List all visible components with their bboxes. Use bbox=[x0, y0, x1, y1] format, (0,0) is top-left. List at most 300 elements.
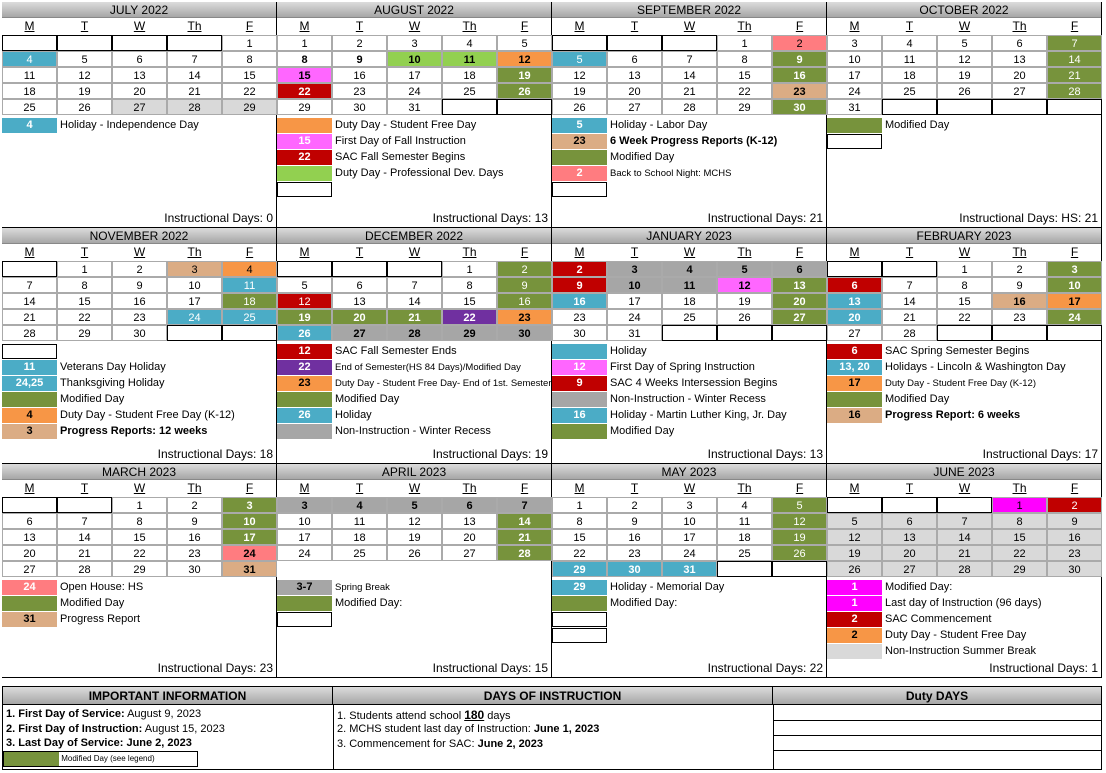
day-cell: 21 bbox=[937, 545, 992, 561]
day-cell: 22 bbox=[552, 545, 607, 561]
day-cell: 22 bbox=[112, 545, 167, 561]
legend-text: Progress Report: 6 weeks bbox=[885, 409, 1021, 421]
day-cell bbox=[112, 35, 167, 51]
day-header: W bbox=[683, 245, 696, 259]
day-cell bbox=[607, 35, 662, 51]
day-cell: 12 bbox=[827, 529, 882, 545]
legend-text: Non-Instruction - Winter Recess bbox=[335, 425, 491, 437]
day-cell: 22 bbox=[442, 309, 497, 325]
day-cell: 25 bbox=[717, 545, 772, 561]
day-cell: 31 bbox=[607, 325, 662, 341]
day-cell: 5 bbox=[387, 497, 442, 513]
legend-swatch bbox=[552, 612, 607, 627]
day-cell: 11 bbox=[222, 277, 277, 293]
day-cell: 24 bbox=[662, 545, 717, 561]
legend-text: Modified Day bbox=[60, 597, 125, 609]
day-cell: 8 bbox=[552, 513, 607, 529]
month-title: JULY 2022 bbox=[2, 2, 276, 18]
day-cell: 5 bbox=[827, 513, 882, 529]
day-cell: 19 bbox=[717, 293, 772, 309]
day-cell: 26 bbox=[772, 545, 827, 561]
day-cell: 13 bbox=[827, 293, 882, 309]
day-cell: 13 bbox=[882, 529, 937, 545]
day-cell: 22 bbox=[937, 309, 992, 325]
day-cell: 21 bbox=[497, 529, 552, 545]
day-cell bbox=[662, 325, 717, 341]
day-cell: 19 bbox=[387, 529, 442, 545]
day-cell: 13 bbox=[332, 293, 387, 309]
legend-swatch: 2 bbox=[827, 628, 882, 643]
day-cell: 26 bbox=[497, 83, 552, 99]
day-cell: 2 bbox=[992, 261, 1047, 277]
day-cell: 15 bbox=[552, 529, 607, 545]
day-cell: 29 bbox=[277, 99, 332, 115]
day-cell: 23 bbox=[112, 309, 167, 325]
day-cell: 28 bbox=[497, 545, 552, 561]
day-cell: 31 bbox=[387, 99, 442, 115]
day-cell: 29 bbox=[992, 561, 1047, 577]
day-cell: 4 bbox=[332, 497, 387, 513]
day-cell: 2 bbox=[607, 497, 662, 513]
day-cell: 25 bbox=[2, 99, 57, 115]
month-october-2022 bbox=[827, 2, 1102, 228]
day-cell bbox=[222, 325, 277, 341]
day-cell: 28 bbox=[937, 561, 992, 577]
day-header: F bbox=[245, 19, 254, 33]
day-header: F bbox=[795, 19, 804, 33]
day-cell: 3 bbox=[387, 35, 442, 51]
legend-swatch: 16 bbox=[552, 408, 607, 423]
day-cell: 2 bbox=[332, 35, 387, 51]
legend-swatch: 4 bbox=[2, 118, 57, 133]
day-cell: 2 bbox=[552, 261, 607, 277]
legend-text: Duty Day - Student Free Day- End of 1st. Semester bbox=[335, 378, 552, 389]
day-cell: 24 bbox=[277, 545, 332, 561]
day-header: F bbox=[245, 481, 254, 495]
legend-text: Non-Instruction - Winter Recess bbox=[610, 393, 766, 405]
day-cell: 17 bbox=[387, 67, 442, 83]
day-cell: 6 bbox=[882, 513, 937, 529]
day-cell bbox=[387, 261, 442, 277]
day-cell: 1 bbox=[717, 35, 772, 51]
day-cell: 23 bbox=[992, 309, 1047, 325]
day-cell: 16 bbox=[167, 529, 222, 545]
day-cell: 17 bbox=[827, 67, 882, 83]
legend-swatch: 24,25 bbox=[2, 376, 57, 391]
day-cell bbox=[2, 261, 57, 277]
day-cell: 18 bbox=[222, 293, 277, 309]
day-cell: 19 bbox=[772, 529, 827, 545]
day-header: M bbox=[24, 19, 35, 33]
day-cell: 1 bbox=[442, 261, 497, 277]
legend-swatch: 6 bbox=[827, 344, 882, 359]
day-header: M bbox=[574, 481, 585, 495]
day-cell: 16 bbox=[552, 293, 607, 309]
day-header: M bbox=[849, 481, 860, 495]
day-cell: 17 bbox=[662, 529, 717, 545]
day-cell bbox=[992, 325, 1047, 341]
day-cell: 20 bbox=[2, 545, 57, 561]
legend-text: Holiday - Martin Luther King, Jr. Day bbox=[610, 409, 787, 421]
day-cell: 26 bbox=[827, 561, 882, 577]
day-cell: 27 bbox=[772, 309, 827, 325]
legend-swatch: 23 bbox=[277, 376, 332, 391]
day-cell: 1 bbox=[552, 497, 607, 513]
day-cell: 14 bbox=[167, 67, 222, 83]
day-header: M bbox=[849, 245, 860, 259]
legend-swatch bbox=[552, 392, 607, 407]
day-cell bbox=[57, 497, 112, 513]
day-cell: 20 bbox=[332, 309, 387, 325]
day-header: T bbox=[905, 245, 914, 259]
month-april-2023 bbox=[277, 464, 552, 678]
legend-text: Holiday bbox=[610, 345, 647, 357]
legend-text: SAC Commencement bbox=[885, 613, 992, 625]
legend-text: Duty Day - Student Free Day bbox=[335, 119, 477, 131]
month-december-2022 bbox=[277, 228, 552, 464]
instructional-days: Instructional Days: 21 bbox=[707, 211, 823, 225]
legend-swatch bbox=[827, 134, 882, 149]
month-title: NOVEMBER 2022 bbox=[2, 228, 276, 244]
day-cell: 2 bbox=[497, 261, 552, 277]
day-cell: 9 bbox=[607, 513, 662, 529]
instructional-days: Instructional Days: HS: 21 bbox=[959, 211, 1098, 225]
legend-swatch bbox=[2, 344, 57, 359]
day-cell: 28 bbox=[882, 325, 937, 341]
day-cell bbox=[167, 35, 222, 51]
day-header: Th bbox=[1012, 481, 1027, 495]
day-cell bbox=[717, 325, 772, 341]
day-cell: 10 bbox=[277, 513, 332, 529]
day-cell: 15 bbox=[992, 529, 1047, 545]
legend-swatch: 17 bbox=[827, 376, 882, 391]
legend-swatch: 4 bbox=[2, 408, 57, 423]
day-header: Th bbox=[187, 19, 202, 33]
legend-swatch: 15 bbox=[277, 134, 332, 149]
legend-swatch bbox=[277, 182, 332, 197]
day-header: F bbox=[520, 245, 529, 259]
legend-swatch bbox=[2, 596, 57, 611]
legend-text: Non-Instruction Summer Break bbox=[885, 645, 1036, 657]
legend-swatch bbox=[2, 392, 57, 407]
day-cell: 6 bbox=[332, 277, 387, 293]
day-cell: 14 bbox=[1047, 51, 1102, 67]
day-cell bbox=[827, 261, 882, 277]
legend-swatch: 26 bbox=[277, 408, 332, 423]
day-cell: 5 bbox=[552, 51, 607, 67]
day-cell: 18 bbox=[882, 67, 937, 83]
day-cell: 6 bbox=[772, 261, 827, 277]
day-header: T bbox=[905, 481, 914, 495]
day-cell: 16 bbox=[992, 293, 1047, 309]
day-cell: 19 bbox=[937, 67, 992, 83]
day-cell: 5 bbox=[57, 51, 112, 67]
day-cell: 27 bbox=[827, 325, 882, 341]
day-cell: 3 bbox=[1047, 261, 1102, 277]
day-header: Th bbox=[187, 245, 202, 259]
day-cell: 21 bbox=[1047, 67, 1102, 83]
month-title: JANUARY 2023 bbox=[552, 228, 826, 244]
legend-text: Open House: HS bbox=[60, 581, 144, 593]
day-header: M bbox=[299, 481, 310, 495]
day-cell: 24 bbox=[222, 545, 277, 561]
day-cell: 12 bbox=[937, 51, 992, 67]
day-cell: 10 bbox=[662, 513, 717, 529]
day-cell: 15 bbox=[222, 67, 277, 83]
legend-text: Holiday - Independence Day bbox=[60, 119, 199, 131]
day-header: M bbox=[299, 19, 310, 33]
legend-swatch bbox=[552, 596, 607, 611]
day-cell: 30 bbox=[552, 325, 607, 341]
day-cell: 29 bbox=[442, 325, 497, 341]
sac-commencement: 3. Commencement for SAC: June 2, 2023 bbox=[337, 738, 544, 750]
day-header: W bbox=[133, 19, 146, 33]
day-cell bbox=[882, 99, 937, 115]
month-title: AUGUST 2022 bbox=[277, 2, 551, 18]
day-cell bbox=[882, 261, 937, 277]
legend-swatch bbox=[552, 628, 607, 643]
day-cell: 28 bbox=[57, 561, 112, 577]
legend-text: Modified Day bbox=[335, 393, 400, 405]
day-cell: 30 bbox=[1047, 561, 1102, 577]
day-cell: 12 bbox=[552, 67, 607, 83]
day-cell: 14 bbox=[2, 293, 57, 309]
legend-text: Duty Day - Professional Dev. Days bbox=[335, 167, 504, 179]
day-cell bbox=[937, 325, 992, 341]
day-cell: 3 bbox=[277, 497, 332, 513]
legend-swatch: 31 bbox=[2, 612, 57, 627]
legend-text: Modified Day bbox=[610, 425, 675, 437]
day-cell: 18 bbox=[662, 293, 717, 309]
day-cell: 11 bbox=[442, 51, 497, 67]
day-cell: 13 bbox=[607, 67, 662, 83]
month-march-2023 bbox=[2, 464, 277, 678]
legend-swatch: 13, 20 bbox=[827, 360, 882, 375]
day-cell: 13 bbox=[2, 529, 57, 545]
day-cell: 21 bbox=[882, 309, 937, 325]
day-cell: 9 bbox=[1047, 513, 1102, 529]
legend-swatch bbox=[277, 118, 332, 133]
day-cell: 6 bbox=[607, 51, 662, 67]
legend-text: Spring Break bbox=[335, 582, 390, 593]
day-cell bbox=[827, 497, 882, 513]
legend-text: SAC Spring Semester Begins bbox=[885, 345, 1030, 357]
day-cell: 24 bbox=[387, 83, 442, 99]
day-cell: 25 bbox=[882, 83, 937, 99]
day-cell: 24 bbox=[827, 83, 882, 99]
legend-swatch bbox=[277, 166, 332, 181]
day-cell bbox=[1047, 99, 1102, 115]
day-cell: 5 bbox=[937, 35, 992, 51]
day-cell: 20 bbox=[827, 309, 882, 325]
day-header: W bbox=[958, 19, 971, 33]
day-header: Th bbox=[737, 481, 752, 495]
day-cell: 5 bbox=[497, 35, 552, 51]
day-header: M bbox=[24, 245, 35, 259]
legend-swatch: 23 bbox=[552, 134, 607, 149]
day-cell bbox=[772, 561, 827, 577]
legend-text: Holiday - Memorial Day bbox=[610, 581, 725, 593]
legend-text: Progress Reports: 12 weeks bbox=[60, 425, 208, 437]
legend-text: Holidays - Lincoln & Washington Day bbox=[885, 361, 1066, 373]
day-cell: 31 bbox=[827, 99, 882, 115]
day-cell: 2 bbox=[772, 35, 827, 51]
day-cell: 11 bbox=[717, 513, 772, 529]
day-cell: 27 bbox=[992, 83, 1047, 99]
day-cell: 8 bbox=[717, 51, 772, 67]
day-cell: 17 bbox=[277, 529, 332, 545]
day-cell: 14 bbox=[937, 529, 992, 545]
day-cell: 29 bbox=[57, 325, 112, 341]
day-cell bbox=[497, 99, 552, 115]
day-cell: 25 bbox=[222, 309, 277, 325]
day-cell: 13 bbox=[772, 277, 827, 293]
instructional-days: Instructional Days: 22 bbox=[707, 661, 823, 675]
legend-swatch bbox=[552, 424, 607, 439]
day-cell: 4 bbox=[717, 497, 772, 513]
day-header: Th bbox=[1012, 245, 1027, 259]
day-cell: 7 bbox=[497, 497, 552, 513]
day-cell: 14 bbox=[387, 293, 442, 309]
month-title: MARCH 2023 bbox=[2, 464, 276, 480]
day-header: Th bbox=[187, 481, 202, 495]
day-cell: 28 bbox=[2, 325, 57, 341]
day-cell: 7 bbox=[167, 51, 222, 67]
footer-info bbox=[2, 686, 1102, 770]
day-cell: 5 bbox=[772, 497, 827, 513]
day-cell: 3 bbox=[827, 35, 882, 51]
day-cell: 14 bbox=[882, 293, 937, 309]
day-cell: 29 bbox=[717, 99, 772, 115]
month-january-2023 bbox=[552, 228, 827, 464]
duty-days-header: Duty DAYS bbox=[773, 687, 1101, 705]
instructional-days: Instructional Days: 18 bbox=[157, 447, 273, 461]
legend-swatch: 1 bbox=[827, 580, 882, 595]
day-cell: 20 bbox=[882, 545, 937, 561]
day-cell: 7 bbox=[2, 277, 57, 293]
day-cell: 28 bbox=[662, 99, 717, 115]
day-cell: 27 bbox=[607, 99, 662, 115]
day-cell: 8 bbox=[992, 513, 1047, 529]
month-september-2022 bbox=[552, 2, 827, 228]
legend-text: SAC 4 Weeks Intersession Begins bbox=[610, 377, 778, 389]
day-cell: 15 bbox=[717, 67, 772, 83]
day-cell: 14 bbox=[57, 529, 112, 545]
legend-text: Last day of Instruction (96 days) bbox=[885, 597, 1042, 609]
legend-swatch bbox=[277, 424, 332, 439]
calendar-grid bbox=[2, 2, 1102, 678]
day-header: T bbox=[80, 245, 89, 259]
day-cell: 13 bbox=[112, 67, 167, 83]
day-header: W bbox=[683, 481, 696, 495]
day-cell: 27 bbox=[332, 325, 387, 341]
day-cell: 19 bbox=[277, 309, 332, 325]
day-cell: 30 bbox=[607, 561, 662, 577]
legend-swatch: 11 bbox=[2, 360, 57, 375]
important-info-header: IMPORTANT INFORMATION bbox=[3, 687, 333, 705]
day-header: M bbox=[299, 245, 310, 259]
day-cell bbox=[442, 99, 497, 115]
day-cell: 23 bbox=[607, 545, 662, 561]
day-cell: 3 bbox=[662, 497, 717, 513]
legend-swatch: 22 bbox=[277, 360, 332, 375]
day-cell: 4 bbox=[662, 261, 717, 277]
day-cell: 29 bbox=[222, 99, 277, 115]
day-cell: 3 bbox=[167, 261, 222, 277]
day-cell bbox=[2, 35, 57, 51]
month-title: DECEMBER 2022 bbox=[277, 228, 551, 244]
day-cell: 9 bbox=[772, 51, 827, 67]
day-cell: 26 bbox=[717, 309, 772, 325]
day-cell: 15 bbox=[57, 293, 112, 309]
legend-text: Back to School Night: MCHS bbox=[610, 168, 732, 179]
day-cell: 22 bbox=[277, 83, 332, 99]
day-cell: 7 bbox=[387, 277, 442, 293]
day-cell: 27 bbox=[882, 561, 937, 577]
day-cell: 11 bbox=[882, 51, 937, 67]
day-cell: 8 bbox=[277, 51, 332, 67]
legend-text: Modified Day bbox=[60, 393, 125, 405]
day-cell: 10 bbox=[167, 277, 222, 293]
day-cell: 12 bbox=[387, 513, 442, 529]
day-cell: 23 bbox=[167, 545, 222, 561]
day-header: T bbox=[355, 481, 364, 495]
day-cell: 22 bbox=[992, 545, 1047, 561]
legend-text: Modified Day: bbox=[335, 597, 403, 609]
day-cell: 5 bbox=[717, 261, 772, 277]
day-cell: 22 bbox=[57, 309, 112, 325]
day-header: T bbox=[80, 19, 89, 33]
legend-text: Duty Day - Student Free Day (K-12) bbox=[885, 378, 1036, 389]
day-cell: 13 bbox=[992, 51, 1047, 67]
instructional-days: Instructional Days: 23 bbox=[157, 661, 273, 675]
day-cell: 19 bbox=[552, 83, 607, 99]
modified-day-legend: Modified Day (see legend) bbox=[3, 751, 198, 767]
legend-text: Duty Day - Student Free Day bbox=[885, 629, 1027, 641]
month-june-2023 bbox=[827, 464, 1102, 678]
legend-swatch: 9 bbox=[552, 376, 607, 391]
day-cell: 6 bbox=[112, 51, 167, 67]
legend-swatch bbox=[277, 392, 332, 407]
day-cell: 20 bbox=[112, 83, 167, 99]
day-header: W bbox=[683, 19, 696, 33]
day-cell: 25 bbox=[662, 309, 717, 325]
day-cell: 9 bbox=[992, 277, 1047, 293]
legend-swatch: 1 bbox=[827, 596, 882, 611]
day-cell: 17 bbox=[222, 529, 277, 545]
day-cell bbox=[772, 325, 827, 341]
day-header: T bbox=[630, 245, 639, 259]
day-cell: 11 bbox=[662, 277, 717, 293]
legend-text: Thanksgiving Holiday bbox=[60, 377, 165, 389]
day-cell: 2 bbox=[167, 497, 222, 513]
day-header: Th bbox=[462, 245, 477, 259]
legend-swatch: 22 bbox=[277, 150, 332, 165]
day-cell: 8 bbox=[112, 513, 167, 529]
day-cell: 28 bbox=[167, 99, 222, 115]
day-cell: 27 bbox=[112, 99, 167, 115]
day-cell: 1 bbox=[992, 497, 1047, 513]
day-cell: 26 bbox=[277, 325, 332, 341]
day-header: Th bbox=[737, 245, 752, 259]
legend-text: First Day of Spring Instruction bbox=[610, 361, 755, 373]
day-cell: 23 bbox=[332, 83, 387, 99]
day-cell: 7 bbox=[662, 51, 717, 67]
day-header: Th bbox=[462, 481, 477, 495]
day-cell: 25 bbox=[442, 83, 497, 99]
day-cell: 24 bbox=[1047, 309, 1102, 325]
day-header: F bbox=[520, 481, 529, 495]
